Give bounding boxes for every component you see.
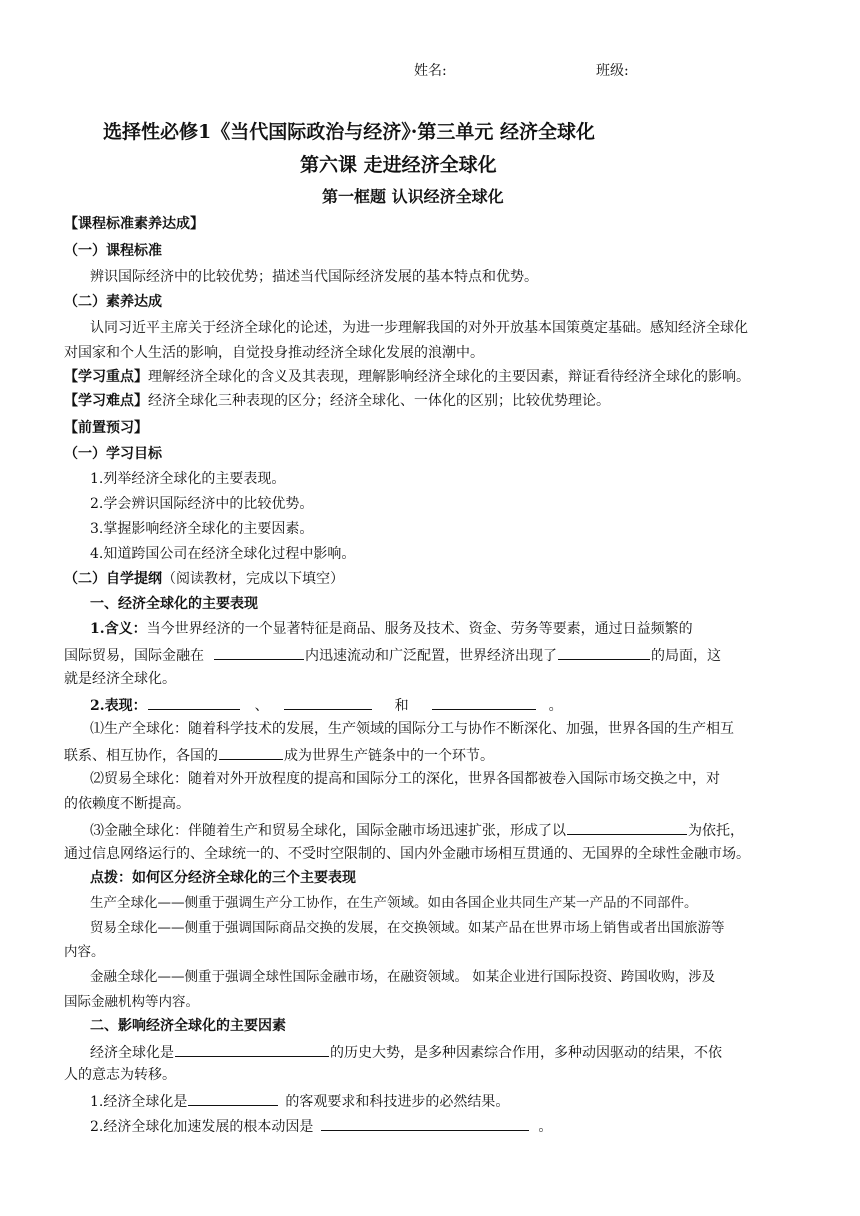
production-text-b1: 联系、相互协作，各国的 (64, 748, 218, 764)
learning-goals-heading: （一）学习目标 (64, 446, 162, 462)
finance-globalization-line2: 通过信息网络运行的、全球统一的、不受时空限制的、国内外金融市场相互贯通的、无国界的全球性金融市场。 (64, 846, 750, 862)
factor2-text-a: 2.经济全球化加速发展的根本动因是 (90, 1119, 314, 1135)
factor1-text-a: 1.经济全球化是 (90, 1094, 188, 1110)
definition-line1 (90, 620, 693, 638)
section2-intro-line2: 人的意志为转移。 (64, 1067, 176, 1083)
definition-line3: 就是经济全球化。 (64, 671, 176, 687)
competency-heading: （二）素养达成 (64, 294, 162, 310)
performance-sep: 、 (254, 698, 269, 714)
section1-heading: 一、经济全球化的主要表现 (90, 596, 258, 612)
performance-label: 2.表现： (90, 698, 147, 714)
finance-text-a2: 为依托， (688, 823, 744, 839)
trade-globalization-line2: 的依赖度不断提高。 (64, 796, 190, 812)
key-points-label: 【学习重点】 (64, 369, 148, 385)
trade-globalization-line1: ⑵贸易全球化：随着对外开放程度的提高和国际分工的深化，世界各国都被卷入国际市场交换之中，对 (90, 771, 720, 787)
blank-field[interactable] (321, 1116, 529, 1131)
performance-end: 。 (548, 698, 563, 714)
factor-item-1 (90, 1091, 509, 1111)
definition-line2 (64, 645, 721, 665)
blank-field[interactable] (284, 695, 372, 710)
factor1-text-b: 的客观要求和科技进步的必然结果。 (285, 1094, 510, 1110)
learning-goal-item: 4.知道跨国公司在经济全球化过程中影响。 (90, 546, 356, 562)
outline-heading-text: （二）自学提纲 (64, 571, 162, 587)
competency-text-line1: 认同习近平主席关于经济全球化的论述，为进一步理解我国的对外开放基本国策奠定基础。感知经济全球化 (90, 320, 748, 336)
frame-title: 第一框题 认识经济全球化 (322, 187, 504, 206)
definition-text-b3: 的局面，这 (651, 648, 721, 664)
production-text-b2: 成为世界生产链条中的一个环节。 (284, 748, 494, 764)
production-globalization-line2 (64, 745, 494, 765)
blank-field[interactable] (148, 695, 240, 710)
preview-heading: 【前置预习】 (64, 420, 148, 436)
name-label: 姓名: (414, 63, 447, 79)
definition-text-a: 当今世界经济的一个显著特征是商品、服务及技术、资金、劳务等要素，通过日益频繁的 (146, 621, 693, 637)
learning-goal-item: 3.掌握影响经济全球化的主要因素。 (90, 521, 314, 537)
tip-trade-line1: 贸易全球化——侧重于强调国际商品交换的发展，在交换领域。如某产品在世界市场上销售或者出国旅游等 (90, 920, 725, 936)
tip-production: 生产全球化——侧重于强调生产分工协作，在生产领域。如由各国企业共同生产某一产品的不同部件。 (90, 895, 698, 911)
curriculum-standard-heading: （一）课程标准 (64, 243, 162, 259)
competency-text-line2: 对国家和个人生活的影响，自觉投身推动经济全球化发展的浪潮中。 (64, 345, 484, 361)
self-study-outline-heading (64, 570, 344, 588)
tip-trade-line2: 内容。 (64, 944, 105, 960)
finance-text-a1: ⑶金融全球化：伴随着生产和贸易全球化，国际金融市场迅速扩张，形成了以 (90, 823, 566, 839)
factor2-end: 。 (538, 1119, 553, 1135)
learning-goal-item: 2.学会辨识国际经济中的比较优势。 (90, 496, 314, 512)
finance-globalization-line1 (90, 820, 744, 840)
difficult-points (64, 392, 610, 410)
learning-goal-item: 1.列举经济全球化的主要表现。 (90, 471, 286, 487)
outline-note: （阅读教材，完成以下填空） (162, 571, 344, 587)
performance-sep: 和 (394, 698, 409, 714)
definition-text-b1: 国际贸易，国际金融在 (64, 648, 204, 664)
standards-heading: 【课程标准素养达成】 (64, 216, 204, 232)
tip-finance-line2: 国际金融机构等内容。 (64, 994, 199, 1010)
blank-field[interactable] (219, 745, 283, 760)
section2-heading: 二、影响经济全球化的主要因素 (90, 1018, 286, 1034)
production-globalization-line1: ⑴生产全球化：随着科学技术的发展，生产领域的国际分工与协作不断深化、加强，世界各国的生产相互 (90, 721, 734, 737)
definition-label: 1.含义： (90, 621, 147, 637)
blank-field[interactable] (175, 1042, 329, 1057)
lesson-title: 第六课 走进经济全球化 (300, 154, 497, 176)
key-points (64, 368, 750, 386)
curriculum-standard-text: 辨识国际经济中的比较优势；描述当代国际经济发展的基本特点和优势。 (90, 269, 538, 285)
blank-field[interactable] (188, 1091, 278, 1106)
tip-heading: 点拨：如何区分经济全球化的三个主要表现 (90, 870, 356, 886)
blank-field[interactable] (432, 695, 536, 710)
key-points-text: 理解经济全球化的含义及其表现，理解影响经济全球化的主要因素，辩证看待经济全球化的影响。 (148, 369, 750, 385)
difficult-points-text: 经济全球化三种表现的区分；经济全球化、一体化的区别；比较优势理论。 (148, 393, 610, 409)
blank-field[interactable] (214, 645, 304, 660)
blank-field[interactable] (567, 820, 687, 835)
section2-intro-line1 (90, 1042, 722, 1062)
blank-field[interactable] (558, 645, 650, 660)
intro-text-a1: 经济全球化是 (90, 1045, 174, 1061)
difficult-points-label: 【学习难点】 (64, 393, 148, 409)
main-title: 选择性必修1《当代国际政治与经济》·第三单元 经济全球化 (103, 121, 595, 143)
class-label: 班级: (596, 63, 629, 79)
performance-line (90, 695, 563, 715)
intro-text-a2: 的历史大势，是多种因素综合作用，多种动因驱动的结果，不依 (330, 1045, 722, 1061)
tip-finance-line1: 金融全球化——侧重于强调全球性国际金融市场，在融资领域。 如某企业进行国际投资、跨国收购，涉及 (90, 969, 716, 985)
definition-text-b2: 内迅速流动和广泛配置，世界经济出现了 (305, 648, 557, 664)
factor-item-2 (90, 1116, 552, 1136)
